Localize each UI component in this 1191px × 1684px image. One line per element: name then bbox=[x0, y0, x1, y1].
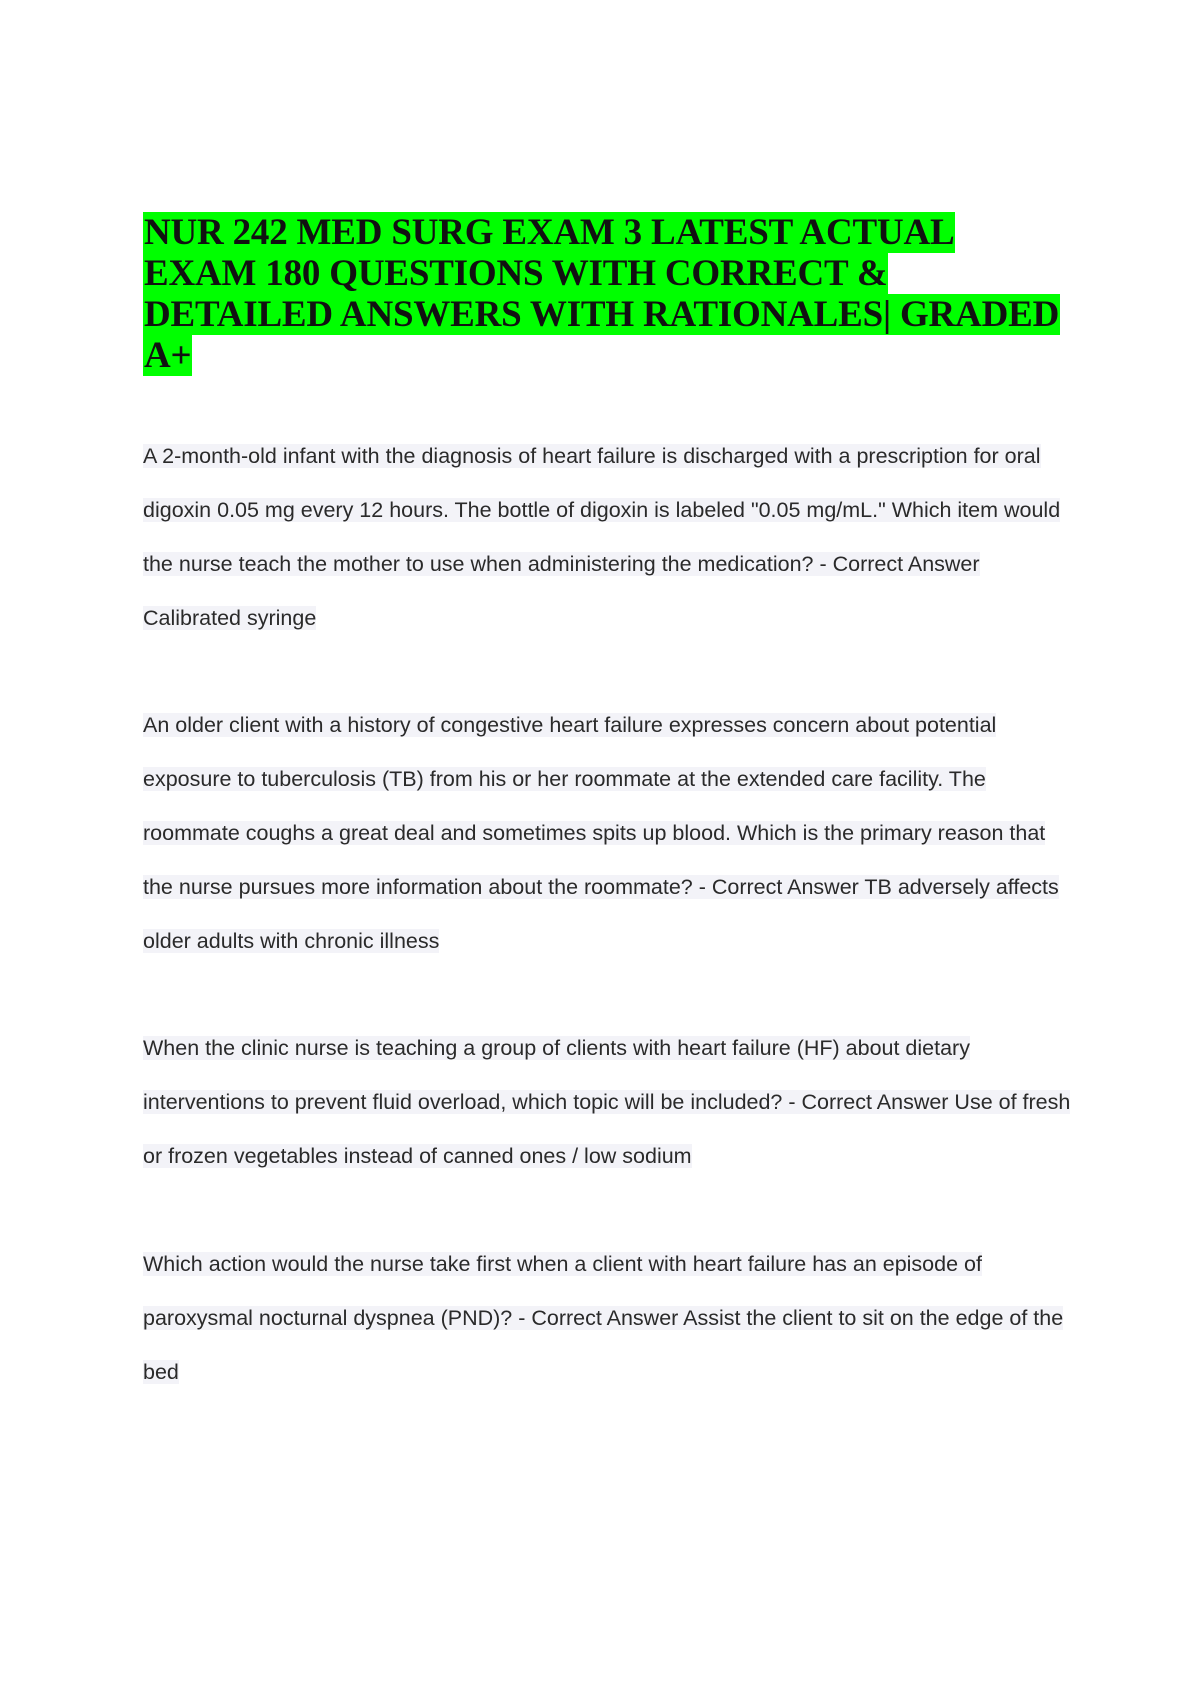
question-answer-2-text: An older client with a history of congestive heart failure expresses concern about potential exposure to tuberculosis (TB) from his or her roommate at the extended care facility. The roommate coughs a great deal and sometimes spits up blood. Which is the primary reason that the nurse pursues more information about the roommate? - Correct Answer TB adversely affects older adults with chronic illness bbox=[143, 713, 1059, 953]
question-answer-4-text: Which action would the nurse take first when a client with heart failure has an episode of paroxysmal nocturnal dyspnea (PND)? - Correct Answer Assist the client to sit on the edge of the bed bbox=[143, 1252, 1064, 1384]
question-answer-3 bbox=[143, 1021, 1073, 1183]
document-title bbox=[143, 212, 1063, 376]
question-answer-1 bbox=[143, 429, 1073, 645]
question-answer-1-text: A 2-month-old infant with the diagnosis of heart failure is discharged with a prescription for oral digoxin 0.05 mg every 12 hours. The bottle of digoxin is labeled "0.05 mg/mL." Which item would the nurse teach the mother to use when administering the medication? - Correct Answer Calibrated syringe bbox=[143, 444, 1061, 630]
question-answer-3-text: When the clinic nurse is teaching a group of clients with heart failure (HF) about dietary interventions to prevent fluid overload, which topic will be included? - Correct Answer Use of fresh or frozen vegetables instead of canned ones / low sodium bbox=[143, 1036, 1071, 1168]
question-answer-4 bbox=[143, 1237, 1073, 1399]
title-highlight: NUR 242 MED SURG EXAM 3 LATEST ACTUAL EXAM 180 QUESTIONS WITH CORRECT & DETAILED ANSWERS WITH RATIONALES| GRADED A+ bbox=[144, 212, 1060, 376]
question-answer-2 bbox=[143, 698, 1073, 968]
